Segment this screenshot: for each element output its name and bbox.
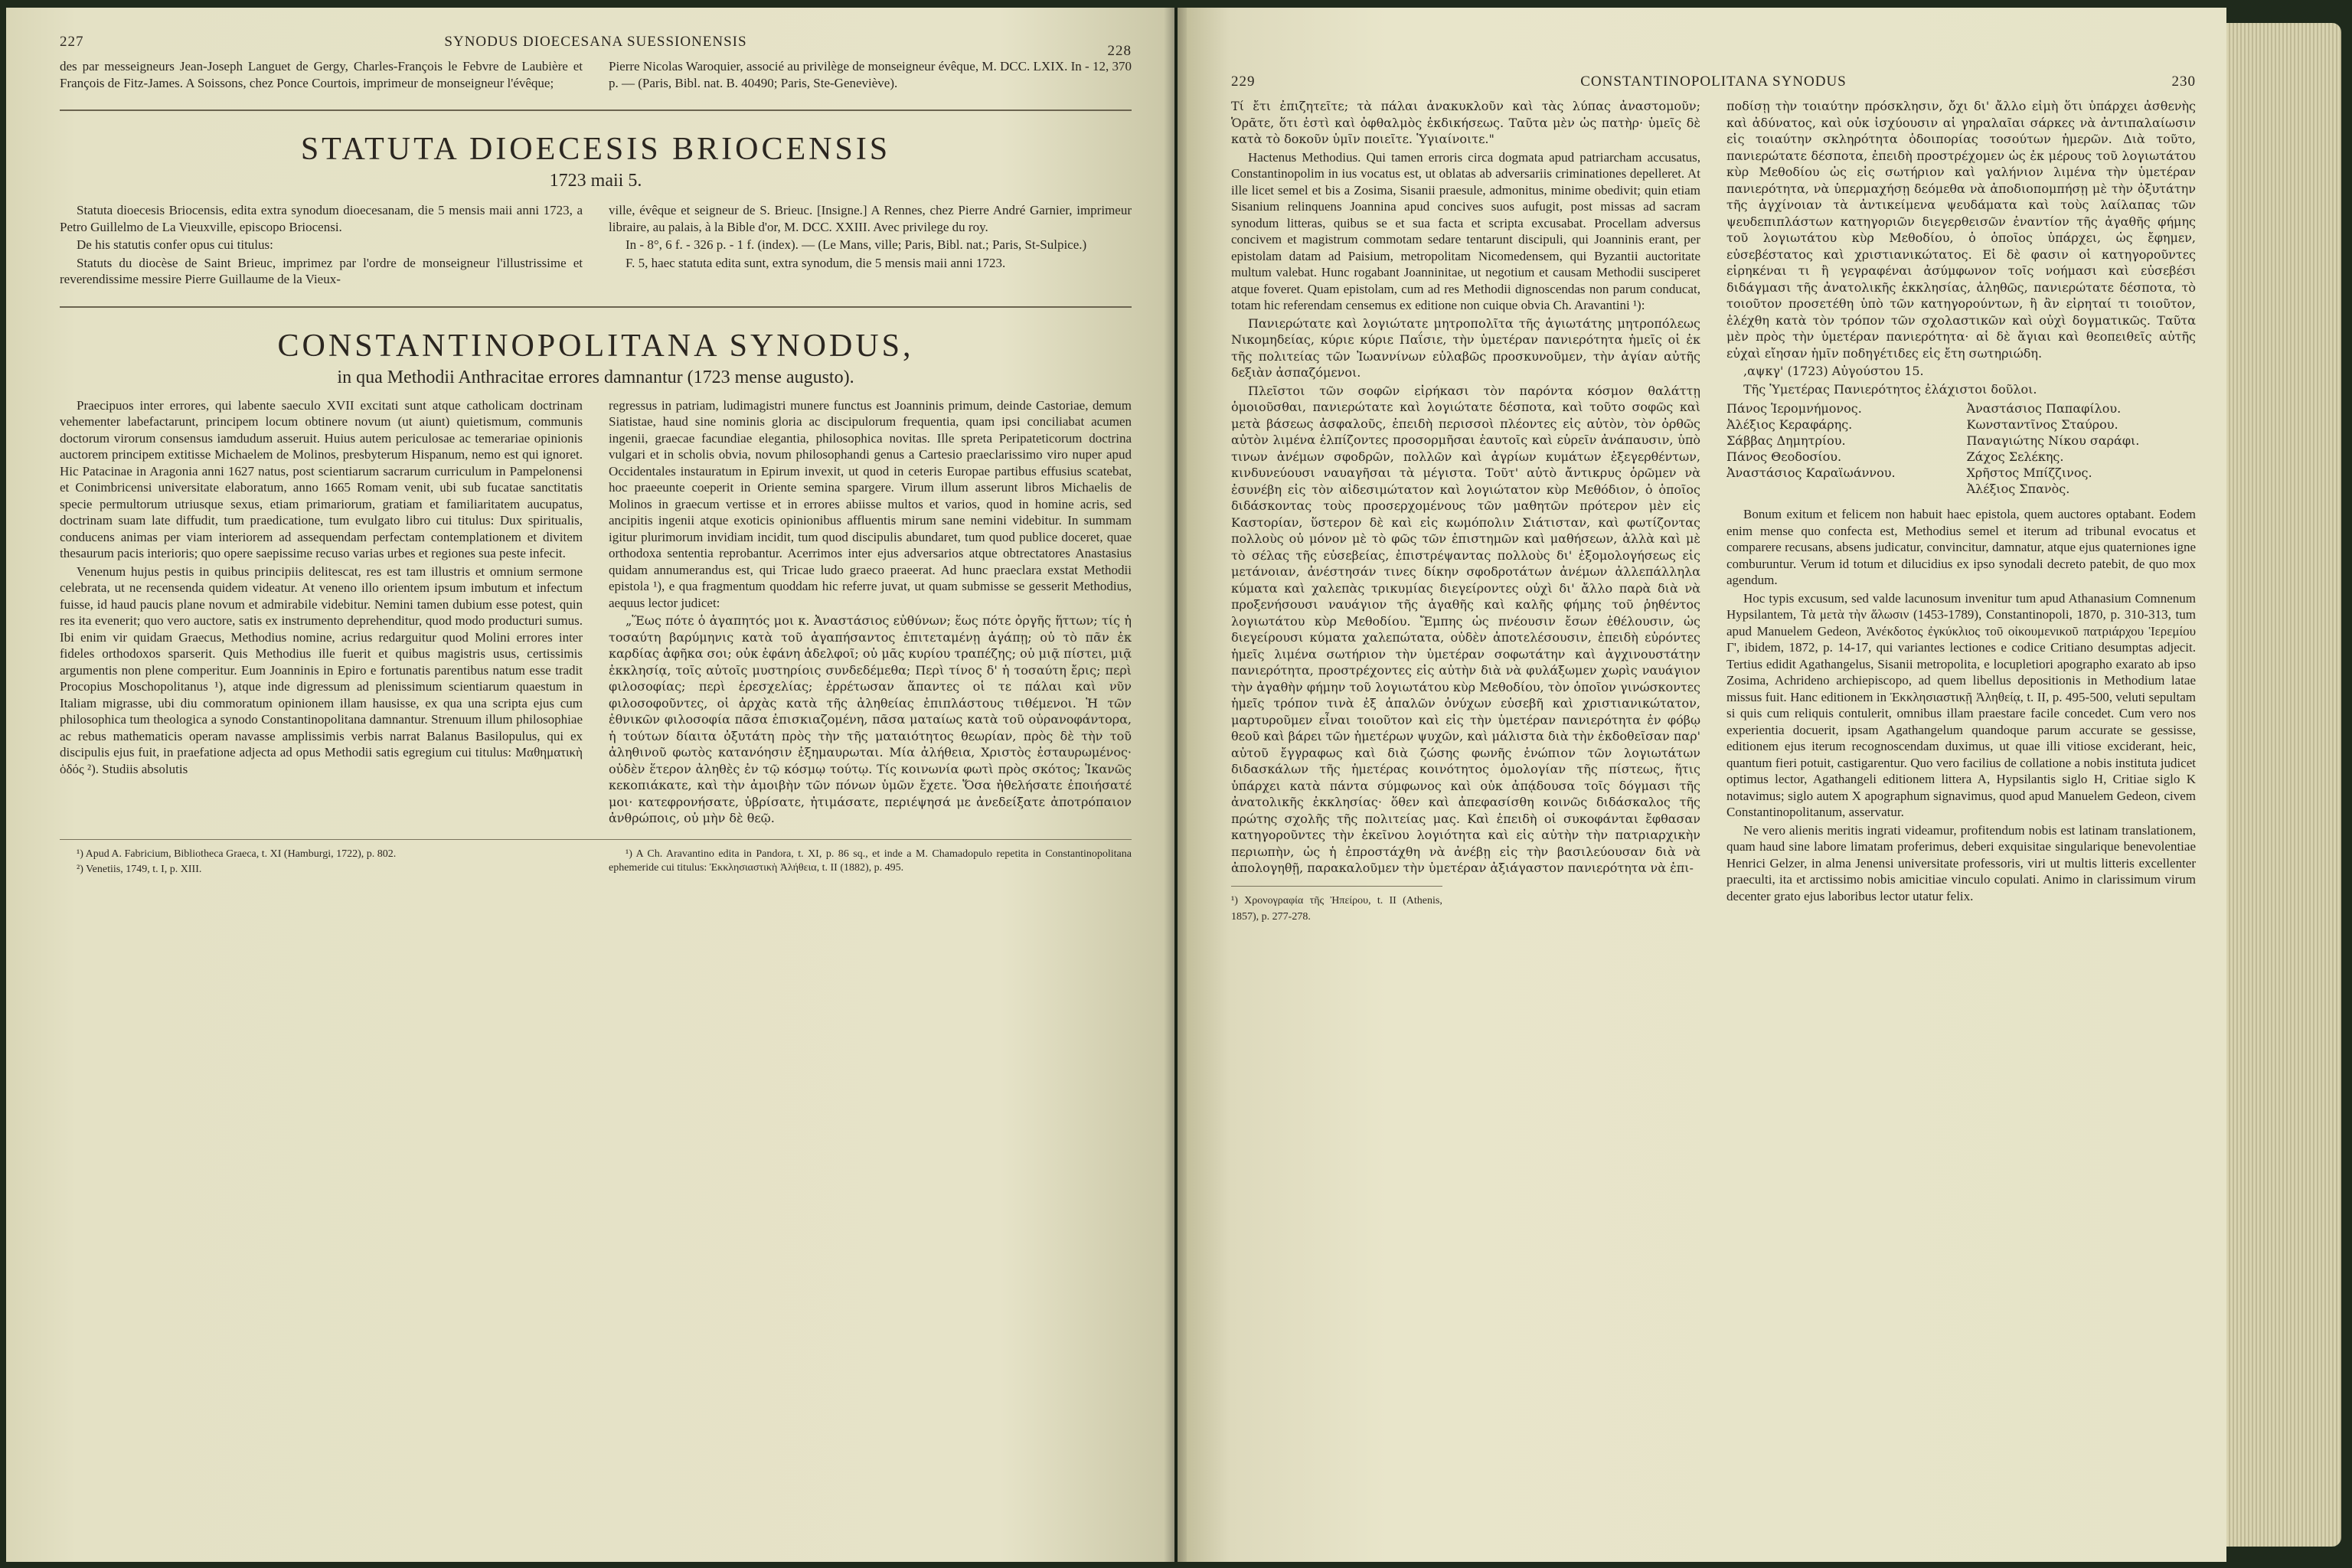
signatory: Ἀλέξιος Κεραφάρης. (1726, 417, 1853, 432)
paragraph: Pierre Nicolas Waroquier, associé au privilège de monseigneur évêque, M. DCC. LXIX. In - 12, 370 p. — (Paris, Bibl. nat. B. 40490; Paris, Ste-Geneviève). (609, 59, 1132, 90)
paragraph: regressus in patriam, ludimagistri munere functus est Joanninis primum, deinde Castoriae, demum Siatistae, haud sine nominis gloria ac discipulorum frequentia, quam ipsi conciliabat acumen ingenii, graecae facundiae elegantia, philosophica novitas. Ille spreta Peripateticorum doctrina vulgari et in scholis obvia, novum philosophandi genus a Cartesio praeclarissimo viro nuper apud Occidentales instauratum in Epirum invexit, ut quod in ceteris Europae partibus effusius scatebat, hoc praeeunte coeperit in Oriente semina spargere. Virum illum asserunt libros Michaelis de Molinos in graecum vertisse et in errores abiisse multos et varios, quod in homine acris, sed ancipitis ingenii atque exoticis opinionibus affluentis mirum sane nemini videbitur. In summam igitur plurimorum invidiam incidit, tum quod discipulis abundaret, tum quod publice doceret, quae orthodoxa sententia reprobantur. Acerrimos inter ejus adversarios atque obtrectatores Anastasius quidam annumerandus est, qui Tricae ludo graeco praeerat. Ad hunc praeclara exstat Methodii epistola ¹), e qua fragmentum quoddam hic referre juvat, ut quam submisse se gesserit Methodius, aequus lector judicet: (609, 397, 1132, 610)
paragraph: In - 8°, 6 f. - 326 p. - 1 f. (index). — (Le Mans, ville; Paris, Bibl. nat.; Paris, St-Sulpice.) (626, 237, 1087, 252)
page-number: 228 (1107, 43, 1132, 59)
paragraph: des par messeigneurs Jean-Joseph Languet de Gergy, Charles-François le Febvre de Laubière et François de Fitz-James. A Soissons, chez Ponce Courtois, imprimeur de monseigneur l'évêque; (60, 59, 583, 90)
footnote: ¹) A Ch. Aravantino edita in Pandora, t. XI, p. 86 sq., et inde a M. Chamadopulo repetita in Constantinopolitana ephemeride cui titulus: Ἐκκλησιαστικὴ Ἀλήθεια, t. II (1882), p. 495. (609, 848, 1132, 874)
paragraph: F. 5, haec statuta edita sunt, extra synodum, die 5 mensis maii anni 1723. (626, 255, 1006, 270)
greek-quotation: Τί ἔτι ἐπιζητεῖτε; τὰ πάλαι ἀνακυκλοῦν καὶ τὰς λύπας ἀναστομοῦν; Ὁρᾶτε, ὅτι ἐστὶ καὶ ὀφθαλμὸς ἐκδικήσεως. Ταῦτα μὲν ὡς πατὴρ· ὑμεῖς δὲ κατὰ τὸ δοκοῦν ὑμῖν ποιεῖτε. Ὑγιαίνοιτε." (1231, 99, 1700, 146)
section-subtitle: in qua Methodii Anthracitae errores damnantur (1723 mense augusto). (337, 367, 854, 387)
section-title: CONSTANTINOPOLITANA SYNODUS, (277, 328, 914, 364)
running-head-right (1231, 67, 2196, 98)
page-number: 227 (60, 34, 84, 50)
greek-letter: Πλεῖστοι τῶν σοφῶν εἰρήκασι τὸν παρόντα κόσμον θαλάττῃ ὁμοιοῦσθαι, πανιερώτατε καὶ λογιώτατε δέσποτα, καὶ τοῦτο σοφῶς καὶ μετὰ βάσεως ἀσφαλοῦς, ἐπειδὴ περισσοὶ πλέοντες εἰς αὐτὸν, τὸν ὀρθῶς αὐτὸν λιμένα ἐλπίζοντες προσορμῆσαι ἑαυτοῖς καὶ εὑρεῖν ἀνάπαυσιν, ὑπὸ τινων ἀνέμων σφοδρῶν, πολλῶν καὶ ἀγρίων κυμάτων ἐξεγερθέντων, κινδυνεύουσι ναυαγῆσαι τὰ μέγιστα. Τοῦτ' αὐτὸ ἄντικρυς ὁρῶμεν νὰ ἐσυνέβη εἰς τὸν αἰδεσιμώτατον καὶ λογιώτατον κὺρ Μεθόδιον, ὁ ὁποῖος διδάσκοντας τοὺς προσερχομένους τῶν μαθητῶν πρότερον μὲν εἰς Καστορίαν, ὕστερον δὲ καὶ εἰς κωμόπολιν Σιάτισταν, καὶ φωτίζοντας πολλοὺς οὐ μόνον μὲ τὸ φῶς τῶν ἐπιστημῶν καὶ μαθήσεων, ἀλλὰ καὶ μὲ τὸ σέλας τῆς εὐσεβείας, ἐπιστρέψαντας πολλοὺς δι' ἐξομολογήσεως εἰς μετάνοιαν, ἀνέστησάν τινες δίκην σφοδροτάτων ἀνέμων ἀλλεπάλληλα κύματα καὶ χαλεπὰς τρικυμίας διεγείροντες οὐχὶ δι' ἄλλο παρὰ διὰ νὰ προξενήσουσι ναυάγιον τῆς ἀγαθῆς καὶ καλῆς φήμης τοῦ ῥηθέντος λογιωτάτου κὺρ Μεθοδίου. Ἔμπης ὡς πνέουσιν ἔσων ἐθέλουσιν, ὡς διεγείρουσι κύματα χαλεπώτατα, οὐδὲν ἀποτελέσουσιν, ἐπειδὴ εὑρόντες ἡμεῖς λιμένα σωτήριον τὴν ὑμετέραν σοφωτάτην καὶ ἀγχινουστάτην πανιερότητα, προστρέχοντες εἰς αὐτὴν διὰ νὰ φυλάξωμεν χωρὶς ναυάγιον τὴν ἀγαθὴν φήμην τοῦ λογιωτάτου κὺρ Μεθοδίου, τὸν ὁποῖον γινώσκοντες ἡμεῖς τρόπον τινὰ ἐξ ἁπαλῶν ὀνύχων εὐσεβῆ καὶ χριστιανικώτατον, μαρτυροῦμεν εἶναι τοιοῦτον καὶ εἰς τὴν ὑμετέραν πανιερότητα ἐν φόβῳ θεοῦ καὶ βάρει τῶν ἡμετέρων ψυχῶν, καὶ μάλιστα διὰ τὴν ἐκδοθεῖσαν παρ' αὐτοῦ ἔγγραφως καὶ διὰ ζώσης φωνῆς ἐνώπιον τῶν λογιωτάτων διδασκάλων τῆς ἡμετέρας κοινότητος ὁμολογίαν τῆς πίστεως, ἥτις ὑπάρχει κατὰ πάντα σύμφωνος καὶ οὐκ ἀπᾴδουσα τοῖς δόγμασι τῆς ἀνατολικῆς ἐκκλησίας· ὅθεν καὶ ἀπεφασίσθη κοινῶς διδάσκαλος τῆς πρώτης σχολῆς τῆς πολιτείας μας. Καὶ ἐπειδὴ οἱ συκοφάνται ἔφθασαν κατηγοροῦντες τὴν ἐκεῖνου λογιότητα καὶ εἰς αὐτὴν τὴν πατριαρχικὴν περιωπὴν, ὡς ἡ ἐπροστάχθη νὰ ἀνέβῃ εἰς τὴν βασιλεύουσαν διὰ νὰ ἀπολογηθῇ, παρακαλοῦμεν τὴν ὑμετέραν ἀξιάγαστον πανιερότητα νὰ ἐπι- (1231, 383, 1700, 875)
top-section (60, 58, 1132, 93)
greek-letter: Πανιερώτατε καὶ λογιώτατε μητροπολῖτα τῆς ἁγιωτάτης μητροπόλεως Νικομηδείας, κύριε κύριε Παΐσιε, τὴν ὑμετέραν πανιερότητα ἡμεῖς οἱ ἐκ τῆς πολιτείας τῶν Ἰωαννίνων εὐλαβῶς προσκυνοῦμεν, τὴν ἁγίαν αὐτῆς δεξιὰν ἀσπαζόμενοι. (1231, 315, 1700, 380)
synodus-body (60, 397, 1132, 828)
paragraph: Hactenus Methodius. Qui tamen erroris circa dogmata apud patriarcham accusatus, Constantinopolim in ius vocatus est, ut oblatas ab adversariis criminationes depelleret. At ille licet semel et bis a Zosima, Sisanii praesule, admonitus, minime obedivit; quin etiam Sisanium relinquens Joannina apud concives suos aufugit, post missas ad sacram synodum litteras, quibus se et sua facta et scripta excusabat. Procellam adversus concivem et magistrum commotam sedare tentarunt discipuli, qui Joanninis erant, per epistolam datam ad Paisium, metropolitam Nicomedensem, qui Byzantii auctoritate multum valebat. Hunc rogabant Joanninitae, ut negotium et causam Methodii susciperet atque foveret. Quam epistolam, cum ad res Methodii dignoscendas non parum conducat, totam hic referendam censemus ex editione non cuique obvia Ch. Aravantini ¹): (1231, 149, 1700, 312)
running-head-left (60, 28, 1132, 58)
signatory: Χρῆστος Μπίζζινος. (1966, 466, 2092, 480)
page-number: 230 (2171, 74, 2196, 90)
signatory: Κωνσταντῖνος Σταύρου. (1966, 417, 2118, 432)
left-page (6, 8, 1174, 1562)
paragraph: Venenum hujus pestis in quibus principiis delitescat, res est tam illustris et omnium sermone celebrata, ut ne recensenda quidem videatur. At veneno illo orientem ipsum imbutum et infectum fuisse, id haud paucis plane novum et admirabile videbitur. Nemini tamen dubium esse potest, quin res ita evenerit; quo vero auctore, satis ex instrumento deprehenditur, quod modo producturi sumus. Ibi enim vir quidam Graecus, Methodius nomine, acrius redarguitur quod Molini errores inter fideles orthodoxos sparserit. Quis Methodius ille fuerit et quibus magistris usus, certissimis argumentis non plene comperitur. Eum Joanninis in Epiro e fortunatis parentibus natum esse tradit Procopius Moschopolitanus ¹), atque inde digressum ad plenissimum scientiarum quaestum in Italiam migrasse, ubi diu commoratum opinionem illam hausisse, ex qua una scripta ejus cum philosophica tum theologica a synodo Constantinopolitana damnantur. Strenuum illum philosophiae ac rebus mathematicis operam navasse amplissimis verbis narrat Balanus Basilopulus, qui ex discipulis ejus fuit, in praefatione adjecta ad opus Methodii satis egregium cui titulus: Μαθηματικὴ ὁδός ²). Studiis absolutis (60, 564, 583, 776)
paragraph: Bonum exitum et felicem non habuit haec epistola, quem auctores optabant. Eodem enim mense quo confecta est, Methodius semel et iterum ad tribunal evocatus et comparere recusans, absens judicatur, convincitur, damnatur, atque ejus quaterniones igne comburuntur. Verum id totum et dilucidius ex ipso synodali decreto patebit, de quo mox agendum. (1726, 507, 2196, 587)
signatory (1726, 481, 1956, 497)
paragraph: De his statutis confer opus cui titulus: (77, 237, 273, 252)
footnotes (60, 839, 1132, 878)
greek-quotation: „Ἕως πότε ὁ ἀγαπητός μοι κ. Ἀναστάσιος εὐθύνων; ἕως πότε ὀργῆς ἥττων; τίς ἡ τοσαύτη βαρύμηνις κατὰ τοῦ ἀγαπήσαντος ἐπιτεταμένῃ ἀγάπῃ; οὐ τὸ πᾶν ἐκ καρδίας ἀφῆκα σοι; οὐκ ἐφάνη ἀδελφοῖ; οὐ μᾶς κυρίου τραπέζης; οὐ μιᾷ πίστει, μιᾷ ἐκκλησίᾳ, τοῖς αὐτοῖς μυστηρίοις συνδεδέμεθα; Περὶ τίνος δ' ἡ τοσαύτη ἔρις; περὶ φιλοσοφίας; περὶ ἐρεσχελίας; ἐρρέτωσαν ἅπαντες οἱ τε πάλαι καὶ νῦν φιλοσοφοῦντες, οἱ ἀρχὰς κατὰ τῆς ἀληθείας ἐπιπλάστους τιθέμενοι. Ἡ τῶν ἐθνικῶν φιλοσοφία πᾶσα ἐπισκιαζομένη, πᾶσα ματαίως κατὰ τοῦ οὐρανοφάντορα, ἡ τούτων δίαιτα ὀξυτάτη πρὸς τὴν τῆς ματαιότητος θεωρίαν, πρὸς δὲ τὴν τοῦ ἀληθινοῦ φωτὸς κατανόησιν ἐξημαυρωται. Μία ἀλήθεια, Χριστὸς ἐσταυρωμένος· οὐδὲν ἕτερον ἀληθὲς ἐν τῷ κόσμῳ τούτῳ. Τίς κοινωνία φωτὶ πρὸς σκότος; Ἱκανῶς κεκοπιάκατε, καὶ τὴν ἀμοιβὴν τῶν πόνων ὑμῶν ἔχετε. Ὅσα ἠθελήσατε ἐποιήσατέ μοι· κατεφρονήσατε, ὑβρίσατε, ἠτιμάσατε, περιέψησά με ἀνεδείξατε ἀποτρόπαιον ἀνθρώποις, οὐ μὴν δὲ θεῷ. (609, 613, 1132, 825)
greek-letter: ποδίσῃ τὴν τοιαύτην πρόσκλησιν, ὄχι δι' ἄλλο εἰμὴ ὅτι ὑπάρχει ἀσθενὴς καὶ ἀδύνατος, καὶ οὐκ ἰσχύουσιν αἱ γηραλαῖαι σάρκες νὰ ἀντιπαλαίωσιν εἰς τοιαύτην σκληρότητα ὁδοιπορίας τοσούτων ἡμερῶν. Διὰ τοῦτο, πανιερώτατε δέσποτα, ἐπειδὴ προστρέχομεν ὡς ἐκ μέρους τοῦ λογιωτάτου κὺρ Μεθοδίου ὡς εἰς σωτήριον καὶ γαλήνιον λιμένα τὴν ὑμετέραν πανιερότητα, νὰ ὑπερμαχήσῃ δεόμεθα νὰ ἀποδιοπομπήσῃ μὲ τὴν ὀξυτάτην τῆς ἀγχίνοιαν τὰ ἀντικείμενα ψευδάματα καὶ τοὺς λαίλαπας τῶν ψευδεπιπλάστων κατηγοριῶν διεγερθεισῶν ἐναντίον τῆς ἀγαθῆς φήμης τοῦ λογιωτάτου κὺρ Μεθοδίου, ὁ ὁποῖος ὑπάρχει, ὡς ἔφημεν, εὐσεβέστατος καὶ χριστιανικώτατος. Εἰ δὲ φασιν οἱ κατηγοροῦντες εἰρηκέναι τι ἢ γεγραφέναι ἀσύμφωνον τοῖς νοήμασι καὶ εὐσεβέσι διδάγμασι τῆς ἀνατολικῆς ἐκκλησίας, ἀληθῶς, πανιερώτατε δέσποτα, τὸ τοιοῦτον προσετέθη ὑπὸ τῶν κατηγορούντων, ἢ ἂν εἰρηταί τι τοιοῦτον, ἐλέχθη κατὰ τὸν τρόπον τῶν σχολαστικῶν καὶ οὐχὶ δογματικῶς. Ταῦτα μὲν πρὸς τὴν ὑμετέραν πανιερότητα· αἱ δὲ ἅγιαι καὶ θεοπειθεῖς αὐτῆς εὐχαὶ εἴησαν ἡμῖν ποδηγέτιδες εἰς ἔτη σωτηριώδη. (1726, 99, 2196, 361)
right-body (1231, 98, 2196, 926)
page-edges (2226, 23, 2341, 1547)
section-rule (60, 306, 1132, 308)
footnote: ¹) Apud A. Fabricium, Bibliotheca Graeca, t. XI (Hamburgi, 1722), p. 802. (77, 848, 397, 860)
paragraph: Praecipuos inter errores, qui labente saeculo XVII excitati sunt atque catholicam doctrinam vehementer labefactarunt, principem locum obtinere novum (ut aiunt) quietismum, communis doctorum virorum consensus iamdudum asseruit. Huius autem periculosae ac temerariae opinionis auctorem principem extitisse Michaelem de Molinos, presbyterum Hispanum, nemo est qui ignoret. Hic Patacinae in Aragonia anni 1627 natus, post scientiarum sacrarum curriculum in Pampelonensi et Conimbricensi universitate elaboratum, anno 1665 Romam venit, ubi sub fucatae sanctitatis specie permultorum utriusque sexus, etiam primariorum, gratiam et familiaritatem aucupatus, doctrinam suam late diffudit, tum praedicatione, tum evulgato libro cui titulus: Dux spiritualis, conducens animas per viam interiorem ad assequendam perfectam contemplationem et divitem thesaurum pacis interioris; quo opere saepissime recuso varias urbes et regiones sua peste infecit. (60, 397, 583, 560)
signatories (1726, 400, 2196, 497)
footnote: ¹) Χρονογραφία τῆς Ἠπείρου, t. II (Athenis, 1857), p. 277-278. (1231, 886, 1442, 926)
page-number: 229 (1231, 74, 1256, 90)
right-page (1178, 8, 2226, 1562)
signatory: Πάνος Θεοδοσίου. (1726, 449, 1842, 464)
paragraph: Statuta dioecesis Briocensis, edita extra synodum dioecesanam, die 5 mensis maii anni 1723, a Petro Guillelmo de La Vieuxville, episcopo Briocensi. (60, 203, 583, 234)
section-date: 1723 maii 5. (549, 171, 642, 191)
section-rule (60, 109, 1132, 111)
signatory: Πάνος Ἱερομνήμονος. (1726, 401, 1862, 416)
signatory: Ἀναστάσιος Καραϊωάννου. (1726, 466, 1896, 480)
signatory: Ζάχος Σελέκης. (1966, 449, 2064, 464)
paragraph: Ne vero alienis meritis ingrati videamur, profitendum nobis est latinam translationem, quam haud sine labore limatam proferimus, deberi exquisitae singularique benevolentiae Henrici Gelzer, in alma Jenensi universitate professoris, viri ut multis litteris excellenter praeculti, ita et arctissimo nobis amicitiae vinculo copulati. Animo in clarissimum virum decenter grato ejus laboribus lector utatur felix. (1726, 822, 2196, 903)
paragraph: Statuts du diocèse de Saint Brieuc, imprimez par l'ordre de monseigneur l'illustrissime et reverendissime messire Pierre Guillaume de la Vieux- (60, 255, 583, 286)
paragraph: Hoc typis excusum, sed valde lacunosum invenitur tum apud Athanasium Comnenum Hypsilantem, Τὰ μετὰ τὴν ἅλωσιν (1453-1789), Constantinopoli, 1870, p. 310-313, tum apud Manuelem Gedeon, Ἀνέκδοτος ἐγκύκλιος τοῦ οἰκουμενικοῦ πατριάρχου Ἱερεμίου Γ', ibidem, 1872, p. 14-17, qui variantes lectiones e codice Critiano desumptas adjecit. Tertius edidit Agathangelus, Sisanii metropolita, e locupletiori apographo exarato ab ipso Zosima, Achrideno archiepiscopo, ad quem libellus depositionis in Methodium latae missus fuit. Hanc editionem in Ἐκκλησιαστικῇ Ἀληθείᾳ, t. II, p. 495-500, veluti sepultam si quis cum reliquis contulerit, omnibus illam praestare facile concedet. Cum vero nos experientia docuerit, ipsam Agathangelum quandoque parum accurate se gessisse, editionem ejus iterum recognoscendam duximus, ut quae illi vitiose exciderant, heic, quantum fieri potuit, castigarentur. Quo vero facilius de collatione a nobis instituta judicet optimus lector, Agathangeli editionem littera A, Hypsilantis siglo H, Critiae siglo K notavimus; siglo autem X apographum signavimus, quod apud Manuelem Gedeon, civem Constantinopolitanum, asservatur. (1726, 590, 2196, 819)
section-title: STATUTA DIOECESIS BRIOCENSIS (300, 132, 891, 167)
signatory: Σάββας Δημητρίου. (1726, 433, 1846, 448)
book-spine (1164, 8, 1187, 1562)
letter-date: ,αψκγ' (1723) Αὐγούστου 15. (1743, 364, 1924, 378)
running-title: CONSTANTINOPOLITANA SYNODUS (1580, 74, 1847, 90)
letter-closing: Τῆς Ὑμετέρας Πανιερότητος ἐλάχιστοι δοῦλοι. (1743, 381, 2037, 397)
running-title: SYNODUS DIOECESANA SUESSIONENSIS (444, 34, 747, 50)
signatory: Ἀλέξιος Σπανὸς. (1966, 482, 2070, 496)
footnote: ²) Venetiis, 1749, t. I, p. XIII. (77, 863, 202, 875)
paragraph: ville, évêque et seigneur de S. Brieuc. [Insigne.] A Rennes, chez Pierre André Garnier, imprimeur libraire, au palais, à la Bible d'or, M. DCC. XXIII. Avec privilege du roy. (609, 203, 1132, 234)
signatory: Ἀναστάσιος Παπαφίλου. (1966, 401, 2122, 416)
statuta-body (60, 202, 1132, 289)
signatory: Παναγιώτης Νίκου σαράφι. (1966, 433, 2140, 448)
